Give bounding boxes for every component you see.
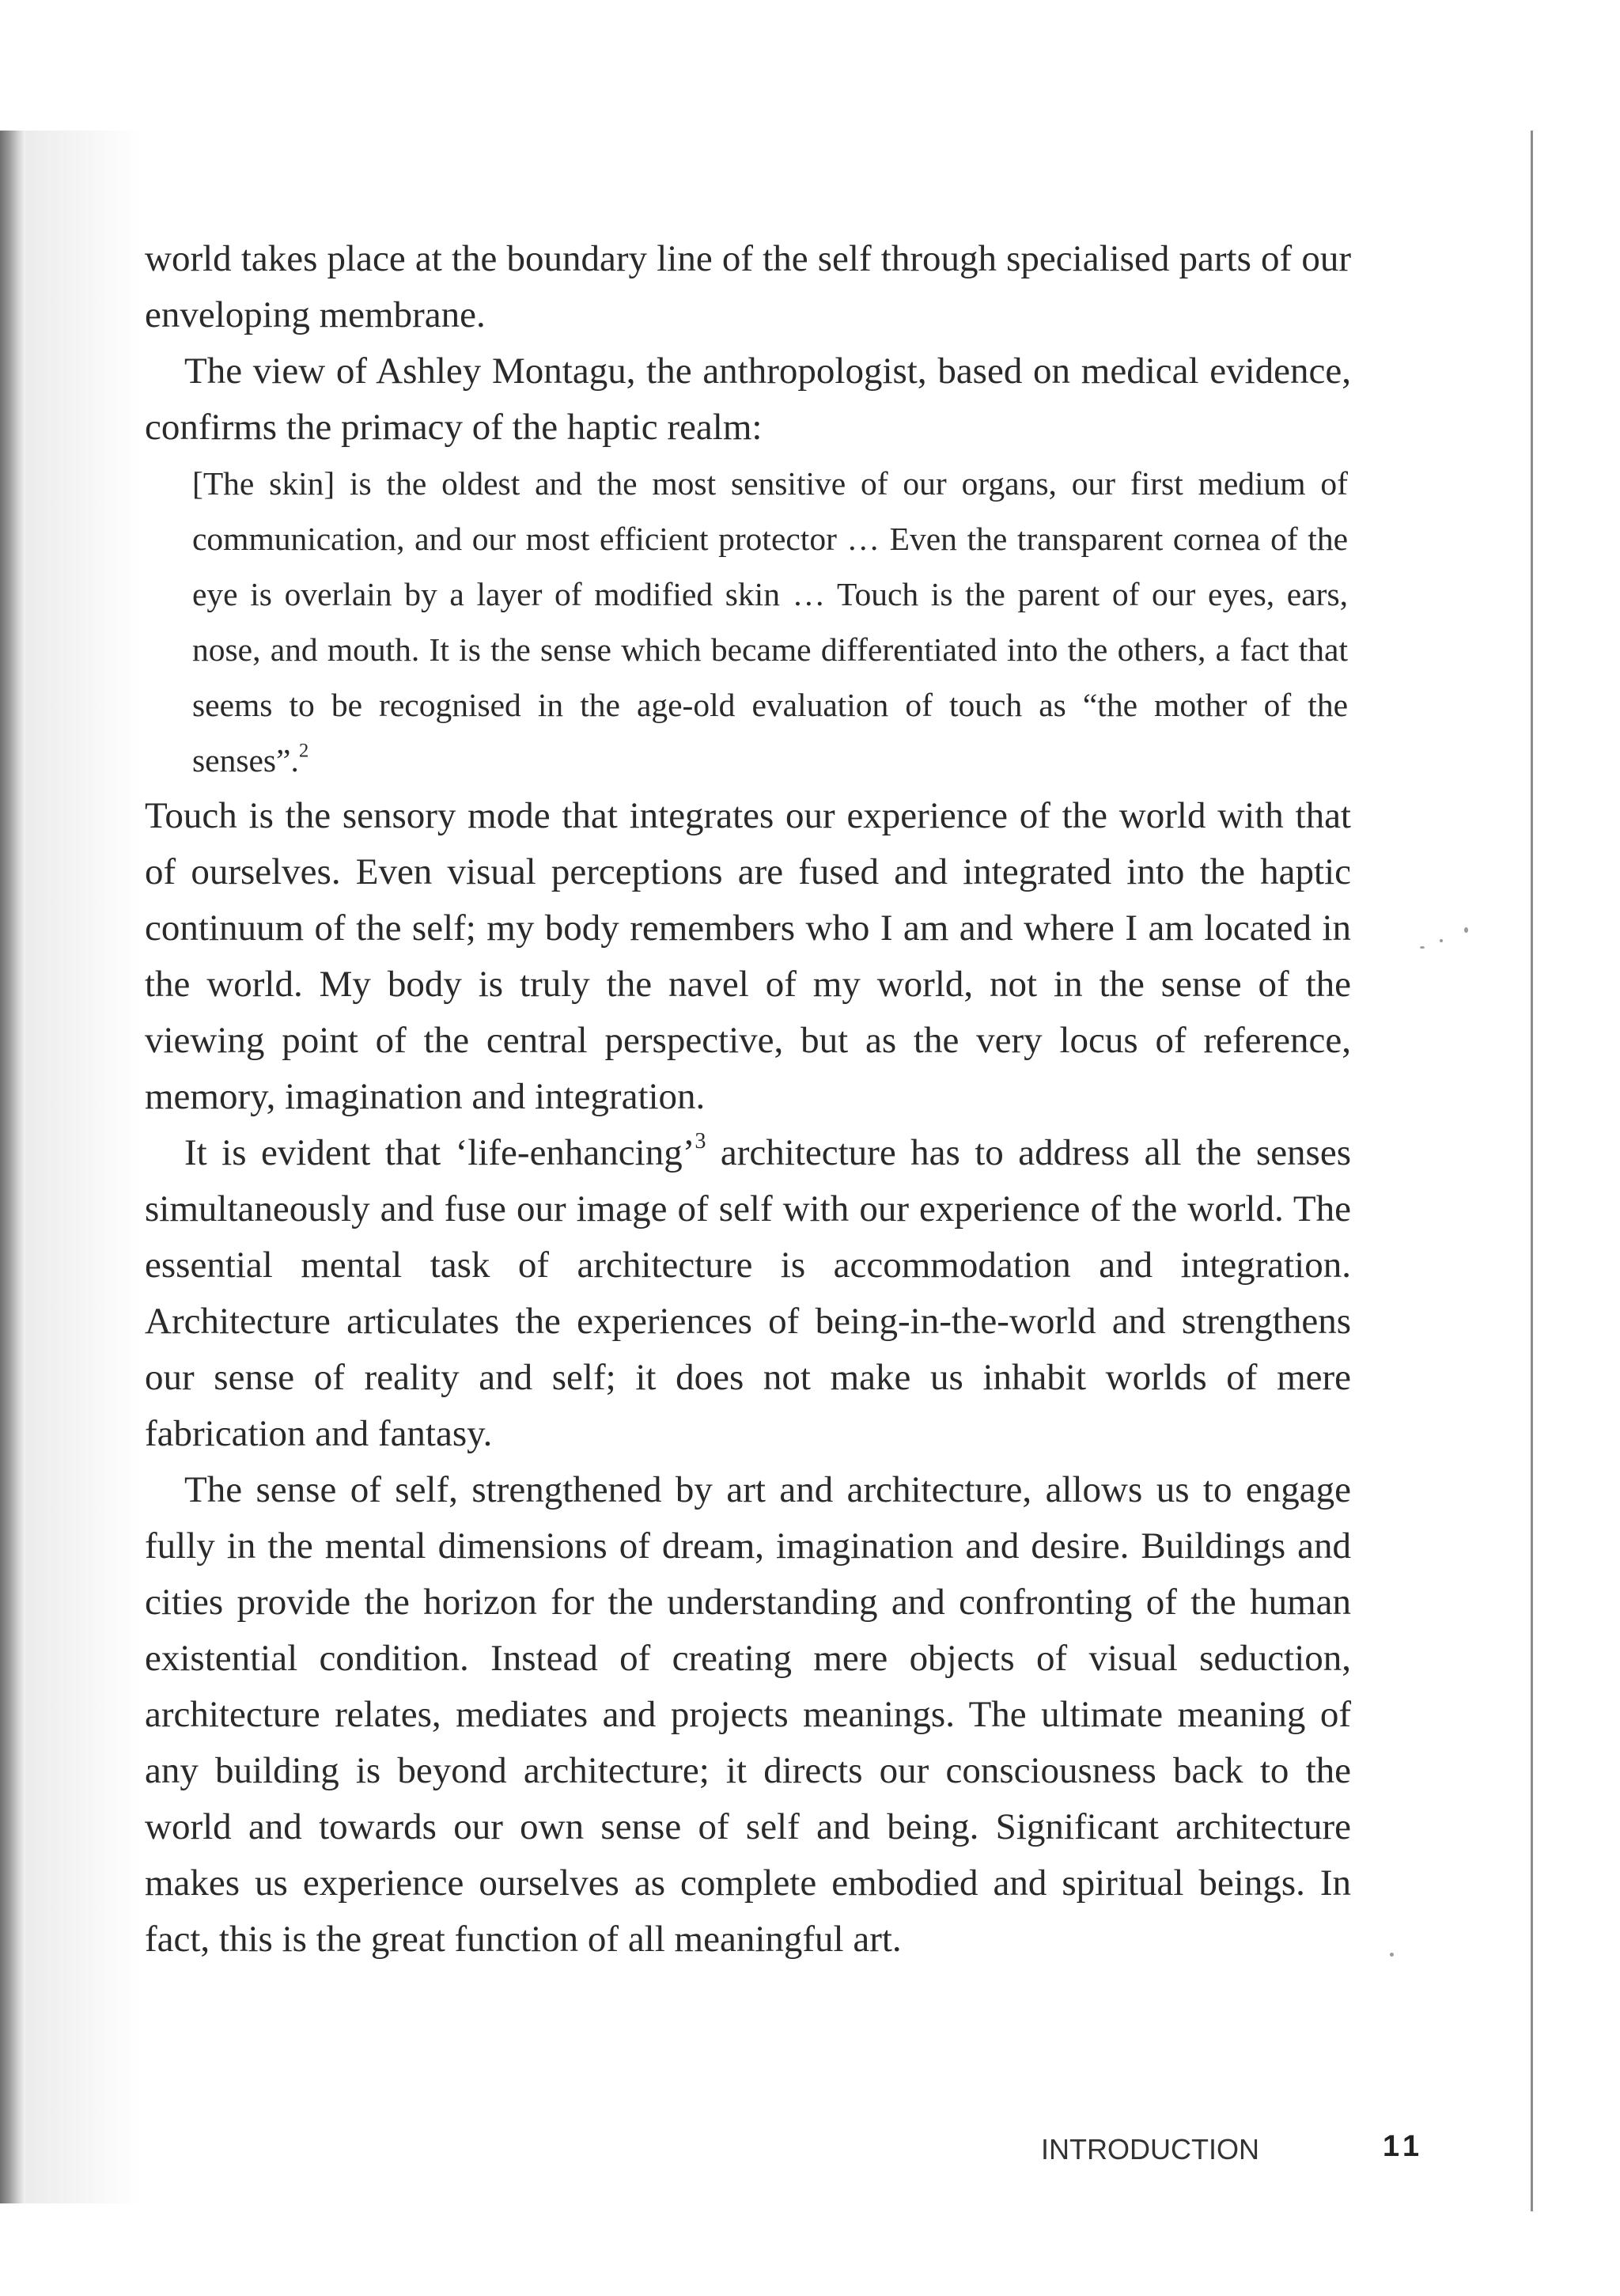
scan-speck bbox=[1440, 939, 1443, 942]
paragraph-3: Touch is the sensory mode that integrates our experience of the world with that of ourselves. Even visual perceptions are fused and integrated into the haptic continuum of the self; my body remembers who I am and where I am located in the world. My body is truly the navel of my world, not in the sense of the viewing point of the central perspective, but as the very locus of reference, memory, imagination and integration. bbox=[145, 795, 1351, 1117]
paragraph-2: The view of Ashley Montagu, the anthropologist, based on medical evidence, confirms the primacy of the haptic realm: bbox=[145, 350, 1351, 448]
body-text bbox=[145, 231, 1351, 1968]
paragraph-1: world takes place at the boundary line of the self through specialised parts of our enveloping membrane. bbox=[145, 238, 1351, 335]
scan-speck bbox=[1390, 1953, 1394, 1957]
paragraph-4-end: architecture has to address all the senses simultaneously and fuse our image of self with our experience of the world. The essential mental task of architecture is accommodation and integration. Architecture articulates the experiences of being-in-the-world and strengthens our sense of reality and self; it does not make us inhabit worlds of mere fabrication and fantasy. bbox=[145, 1132, 1351, 1454]
scan-speck bbox=[1420, 946, 1425, 949]
footnote-marker-3: 3 bbox=[695, 1128, 706, 1154]
footnote-marker-2: 2 bbox=[298, 740, 309, 762]
page-edge-line bbox=[1531, 131, 1533, 2211]
page-number: 11 bbox=[1383, 2130, 1425, 2163]
paragraph-4-start: It is evident that ‘life-enhancing’ bbox=[184, 1132, 695, 1173]
binding-fade bbox=[25, 131, 144, 2203]
block-quote bbox=[192, 456, 1348, 788]
scan-speck bbox=[1464, 927, 1468, 933]
paragraph-4 bbox=[145, 1125, 1351, 1462]
scan-top-margin bbox=[0, 0, 1620, 127]
paragraph-5: The sense of self, strengthened by art and architecture, allows us to engage fully in the mental dimensions of dream, imagination and desire. Buildings and cities provide the horizon for the understanding and confronting of the human existential condition. Instead of creating mere objects of visual seduction, architecture relates, mediates and projects meanings. The ultimate meaning of any building is beyond architecture; it directs our consciousness back to the world and towards our own sense of self and being. Significant architecture makes us experience ourselves as complete embodied and spiritual beings. In fact, this is the great function of all meaningful art. bbox=[145, 1469, 1351, 1960]
binding-gutter-shadow bbox=[0, 131, 25, 2203]
running-footer-section: INTRODUCTION bbox=[1041, 2133, 1259, 2165]
block-quote-text: [The skin] is the oldest and the most sensitive of our organs, our first medium of communication, and our most efficient protector … Even the transparent cornea of the eye is overlain by a layer of modified skin … Touch is the parent of our eyes, ears, nose, and mouth. It is the sense which became differentiated into the others, a fact that seems to be recognised in the age-old evaluation of touch as “the mother of the senses”. bbox=[192, 465, 1348, 779]
